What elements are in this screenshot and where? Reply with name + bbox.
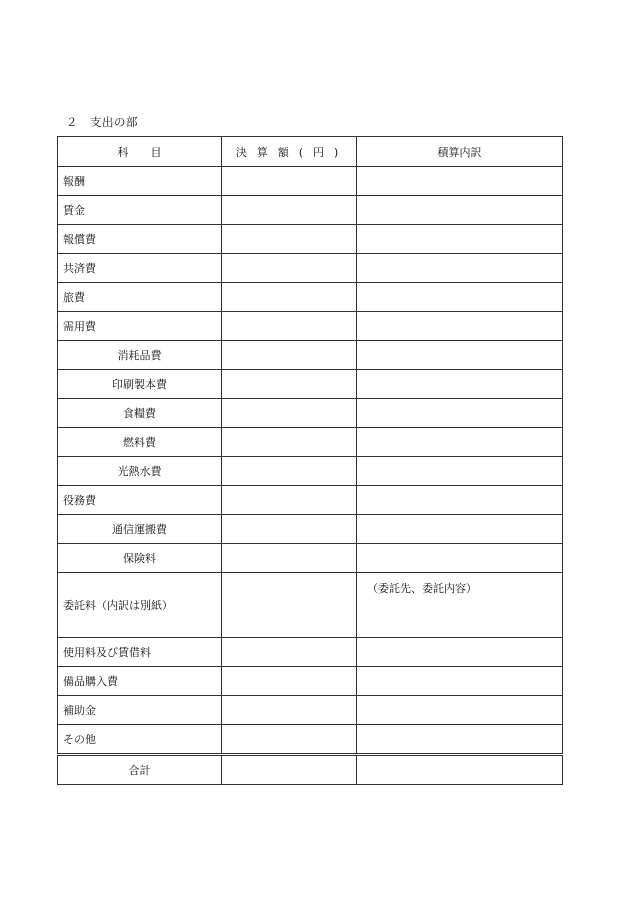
row-label: 光熱水費 xyxy=(58,457,222,486)
total-label: 合計 xyxy=(58,755,222,785)
table-row-sub xyxy=(58,457,563,486)
amount-cell[interactable] xyxy=(222,283,357,312)
row-label: 消耗品費 xyxy=(58,341,222,370)
header-amount: 決算額(円) xyxy=(222,137,357,167)
detail-cell[interactable] xyxy=(357,225,563,254)
detail-cell[interactable] xyxy=(357,515,563,544)
row-label: 賃金 xyxy=(58,196,222,225)
detail-cell[interactable] xyxy=(357,457,563,486)
row-label: 報償費 xyxy=(58,225,222,254)
table-row xyxy=(58,573,563,638)
detail-cell[interactable] xyxy=(357,254,563,283)
row-label: 通信運搬費 xyxy=(58,515,222,544)
detail-cell[interactable] xyxy=(357,399,563,428)
amount-cell[interactable] xyxy=(222,312,357,341)
row-label: その他 xyxy=(58,725,222,755)
detail-cell[interactable] xyxy=(357,428,563,457)
header-row xyxy=(58,137,563,167)
table-row xyxy=(58,225,563,254)
table-row-sub xyxy=(58,399,563,428)
row-label: 食糧費 xyxy=(58,399,222,428)
amount-cell[interactable] xyxy=(222,573,357,638)
row-label: 備品購入費 xyxy=(58,667,222,696)
amount-cell[interactable] xyxy=(222,428,357,457)
table-row-sub xyxy=(58,544,563,573)
header-detail: 積算内訳 xyxy=(357,137,563,167)
table-row xyxy=(58,486,563,515)
amount-cell[interactable] xyxy=(222,696,357,725)
table-row xyxy=(58,167,563,196)
amount-cell[interactable] xyxy=(222,486,357,515)
table-row xyxy=(58,283,563,312)
detail-cell[interactable]: （委託先、委託内容） xyxy=(357,573,563,638)
row-label: 印刷製本費 xyxy=(58,370,222,399)
detail-cell[interactable] xyxy=(357,667,563,696)
amount-cell[interactable] xyxy=(222,370,357,399)
table-row-sub xyxy=(58,428,563,457)
row-label: 燃料費 xyxy=(58,428,222,457)
row-label: 使用料及び賃借料 xyxy=(58,638,222,667)
total-row xyxy=(58,755,563,785)
amount-cell[interactable] xyxy=(222,638,357,667)
table-row xyxy=(58,725,563,755)
amount-cell[interactable] xyxy=(222,725,357,755)
row-label: 役務費 xyxy=(58,486,222,515)
row-label: 報酬 xyxy=(58,167,222,196)
detail-cell[interactable] xyxy=(357,486,563,515)
detail-cell[interactable] xyxy=(357,370,563,399)
amount-cell[interactable] xyxy=(222,544,357,573)
detail-cell[interactable] xyxy=(357,283,563,312)
detail-cell[interactable] xyxy=(357,196,563,225)
section-heading: ２ 支出の部 xyxy=(66,115,138,129)
table-row xyxy=(58,696,563,725)
row-label: 需用費 xyxy=(58,312,222,341)
detail-cell[interactable] xyxy=(357,725,563,755)
table-row xyxy=(58,312,563,341)
row-label: 補助金 xyxy=(58,696,222,725)
amount-cell[interactable] xyxy=(222,457,357,486)
amount-cell[interactable] xyxy=(222,254,357,283)
table-row-sub xyxy=(58,370,563,399)
row-label: 旅費 xyxy=(58,283,222,312)
amount-cell[interactable] xyxy=(222,341,357,370)
detail-cell[interactable] xyxy=(357,312,563,341)
table-row xyxy=(58,196,563,225)
amount-cell[interactable] xyxy=(222,196,357,225)
amount-cell[interactable] xyxy=(222,667,357,696)
total-detail-cell[interactable] xyxy=(357,755,563,785)
amount-cell[interactable] xyxy=(222,399,357,428)
detail-cell[interactable] xyxy=(357,341,563,370)
header-item: 科目 xyxy=(58,137,222,167)
detail-cell[interactable] xyxy=(357,696,563,725)
row-label: 保険料 xyxy=(58,544,222,573)
amount-cell[interactable] xyxy=(222,225,357,254)
amount-cell[interactable] xyxy=(222,515,357,544)
detail-cell[interactable] xyxy=(357,544,563,573)
table-row-sub xyxy=(58,515,563,544)
total-amount-cell[interactable] xyxy=(222,755,357,785)
detail-cell[interactable] xyxy=(357,167,563,196)
detail-cell[interactable] xyxy=(357,638,563,667)
table-row xyxy=(58,638,563,667)
row-label: 委託料（内訳は別紙） xyxy=(58,573,222,638)
table-row xyxy=(58,667,563,696)
amount-cell[interactable] xyxy=(222,167,357,196)
table-row-sub xyxy=(58,341,563,370)
expenditure-table xyxy=(57,136,563,785)
table-row xyxy=(58,254,563,283)
row-label: 共済費 xyxy=(58,254,222,283)
